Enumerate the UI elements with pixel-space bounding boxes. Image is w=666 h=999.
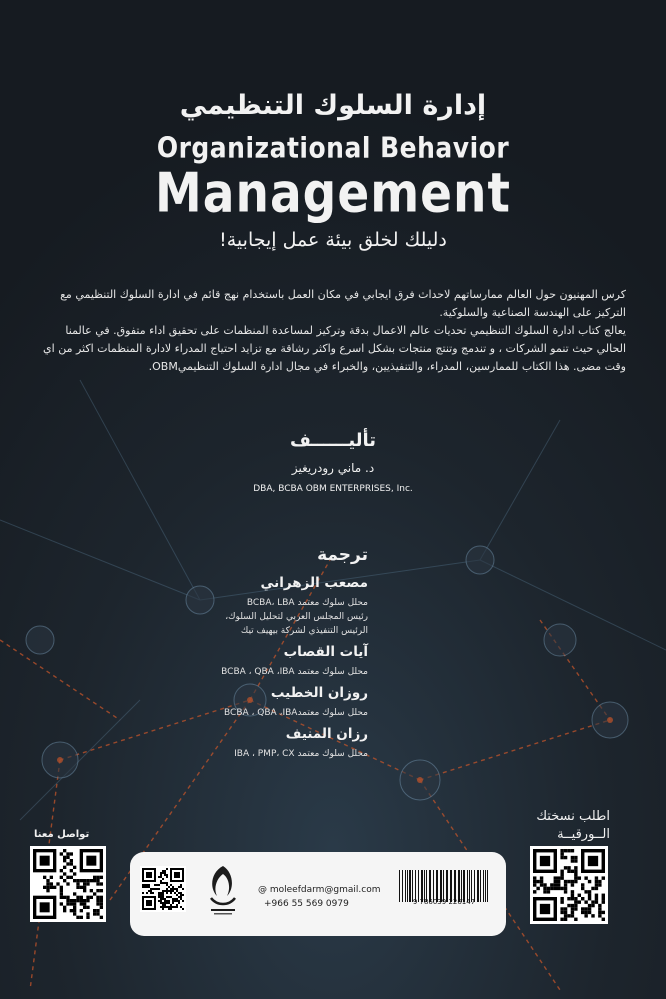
translators-section: [128, 545, 368, 761]
translator-credential: محلل سلوك معتمدBCBA ، QBA ،IBA: [224, 708, 368, 718]
translator-name: مصعب الزهراني: [260, 575, 368, 591]
translation-label: ترجمة: [317, 545, 368, 565]
book-description: [40, 286, 626, 376]
author-name: د. ماني رودريغيز: [291, 461, 375, 475]
book-title-arabic: إدارة السلوك التنظيمي: [179, 90, 487, 121]
translator-name: رزان المنيف: [285, 726, 368, 742]
book-subtitle: دليلك لخلق بيئة عمل إيجابية!: [219, 229, 447, 251]
order-paper-copy-label: [530, 808, 610, 844]
translator-name: روزان الخطيب: [270, 685, 368, 701]
isbn-number: 9 786039 226147: [412, 898, 476, 906]
author-credentials: DBA, BCBA OBM ENTERPRISES, Inc.: [253, 484, 413, 494]
order-qr-code[interactable]: [530, 846, 608, 924]
order-label-line1: اطلب نسختك: [536, 809, 610, 824]
description-paragraph-1: كرس المهنيون حول العالم ممارساتهم لاحداث فرق ايجابي في مكان العمل باستخدام نهج قائم في ادارة السلوك التنظيمي مع التركيز على الهندسة الصناعية والسلوكية.: [60, 288, 626, 319]
description-paragraph-2: يعالج كتاب ادارة السلوك التنظيمي تحديات عالم الاعمال بدقة وتركيز لمساعدة المنظمات على تحقيق اداء متفوق. في عالمنا الحالي حيث تنمو الشركات ، و تندمج وتنتج منتجات بشكل اسرع واكثر رشاقة مع تزايد احتياج المدراء لادارة المنظمات اكثر من اي وقت مضى. هذا الكتاب للممارسين، المدراء، والتنفيذيين، والخبراء في مجال ادارة السلوك التنظيميOBM.: [43, 324, 626, 373]
book-title-english-line2: Management: [155, 161, 511, 226]
translator-credential: رئيس المجلس العربي لتحليل السلوك،: [225, 612, 368, 622]
translator-credential: الرئيس التنفيذي لشركة بيهيف تيك: [240, 626, 368, 636]
publisher-qr-code[interactable]: [140, 866, 186, 912]
contact-qr-code[interactable]: [30, 846, 106, 922]
author-label: تأليــــــف: [290, 430, 376, 451]
translator-credential: محلل سلوك معتمد IBA ، PMP، CX: [234, 749, 368, 759]
publisher-logo-icon: [197, 862, 249, 918]
order-label-line2: الــورقيــة: [557, 827, 610, 842]
translator-credential: محلل سلوك معتمد BCBA ، QBA ،IBA: [221, 667, 368, 677]
translator-name: آيات القصاب: [283, 644, 368, 660]
contact-us-label: تواصل معنا: [34, 829, 90, 840]
publisher-email[interactable]: @ moleefdarm@gmail.com: [258, 885, 381, 895]
translator-credential: محلل سلوك معتمد BCBA، LBA: [246, 598, 368, 608]
book-title-english-line1: Organizational Behavior: [156, 130, 510, 165]
publisher-phone[interactable]: +966 55 569 0979: [264, 899, 349, 909]
